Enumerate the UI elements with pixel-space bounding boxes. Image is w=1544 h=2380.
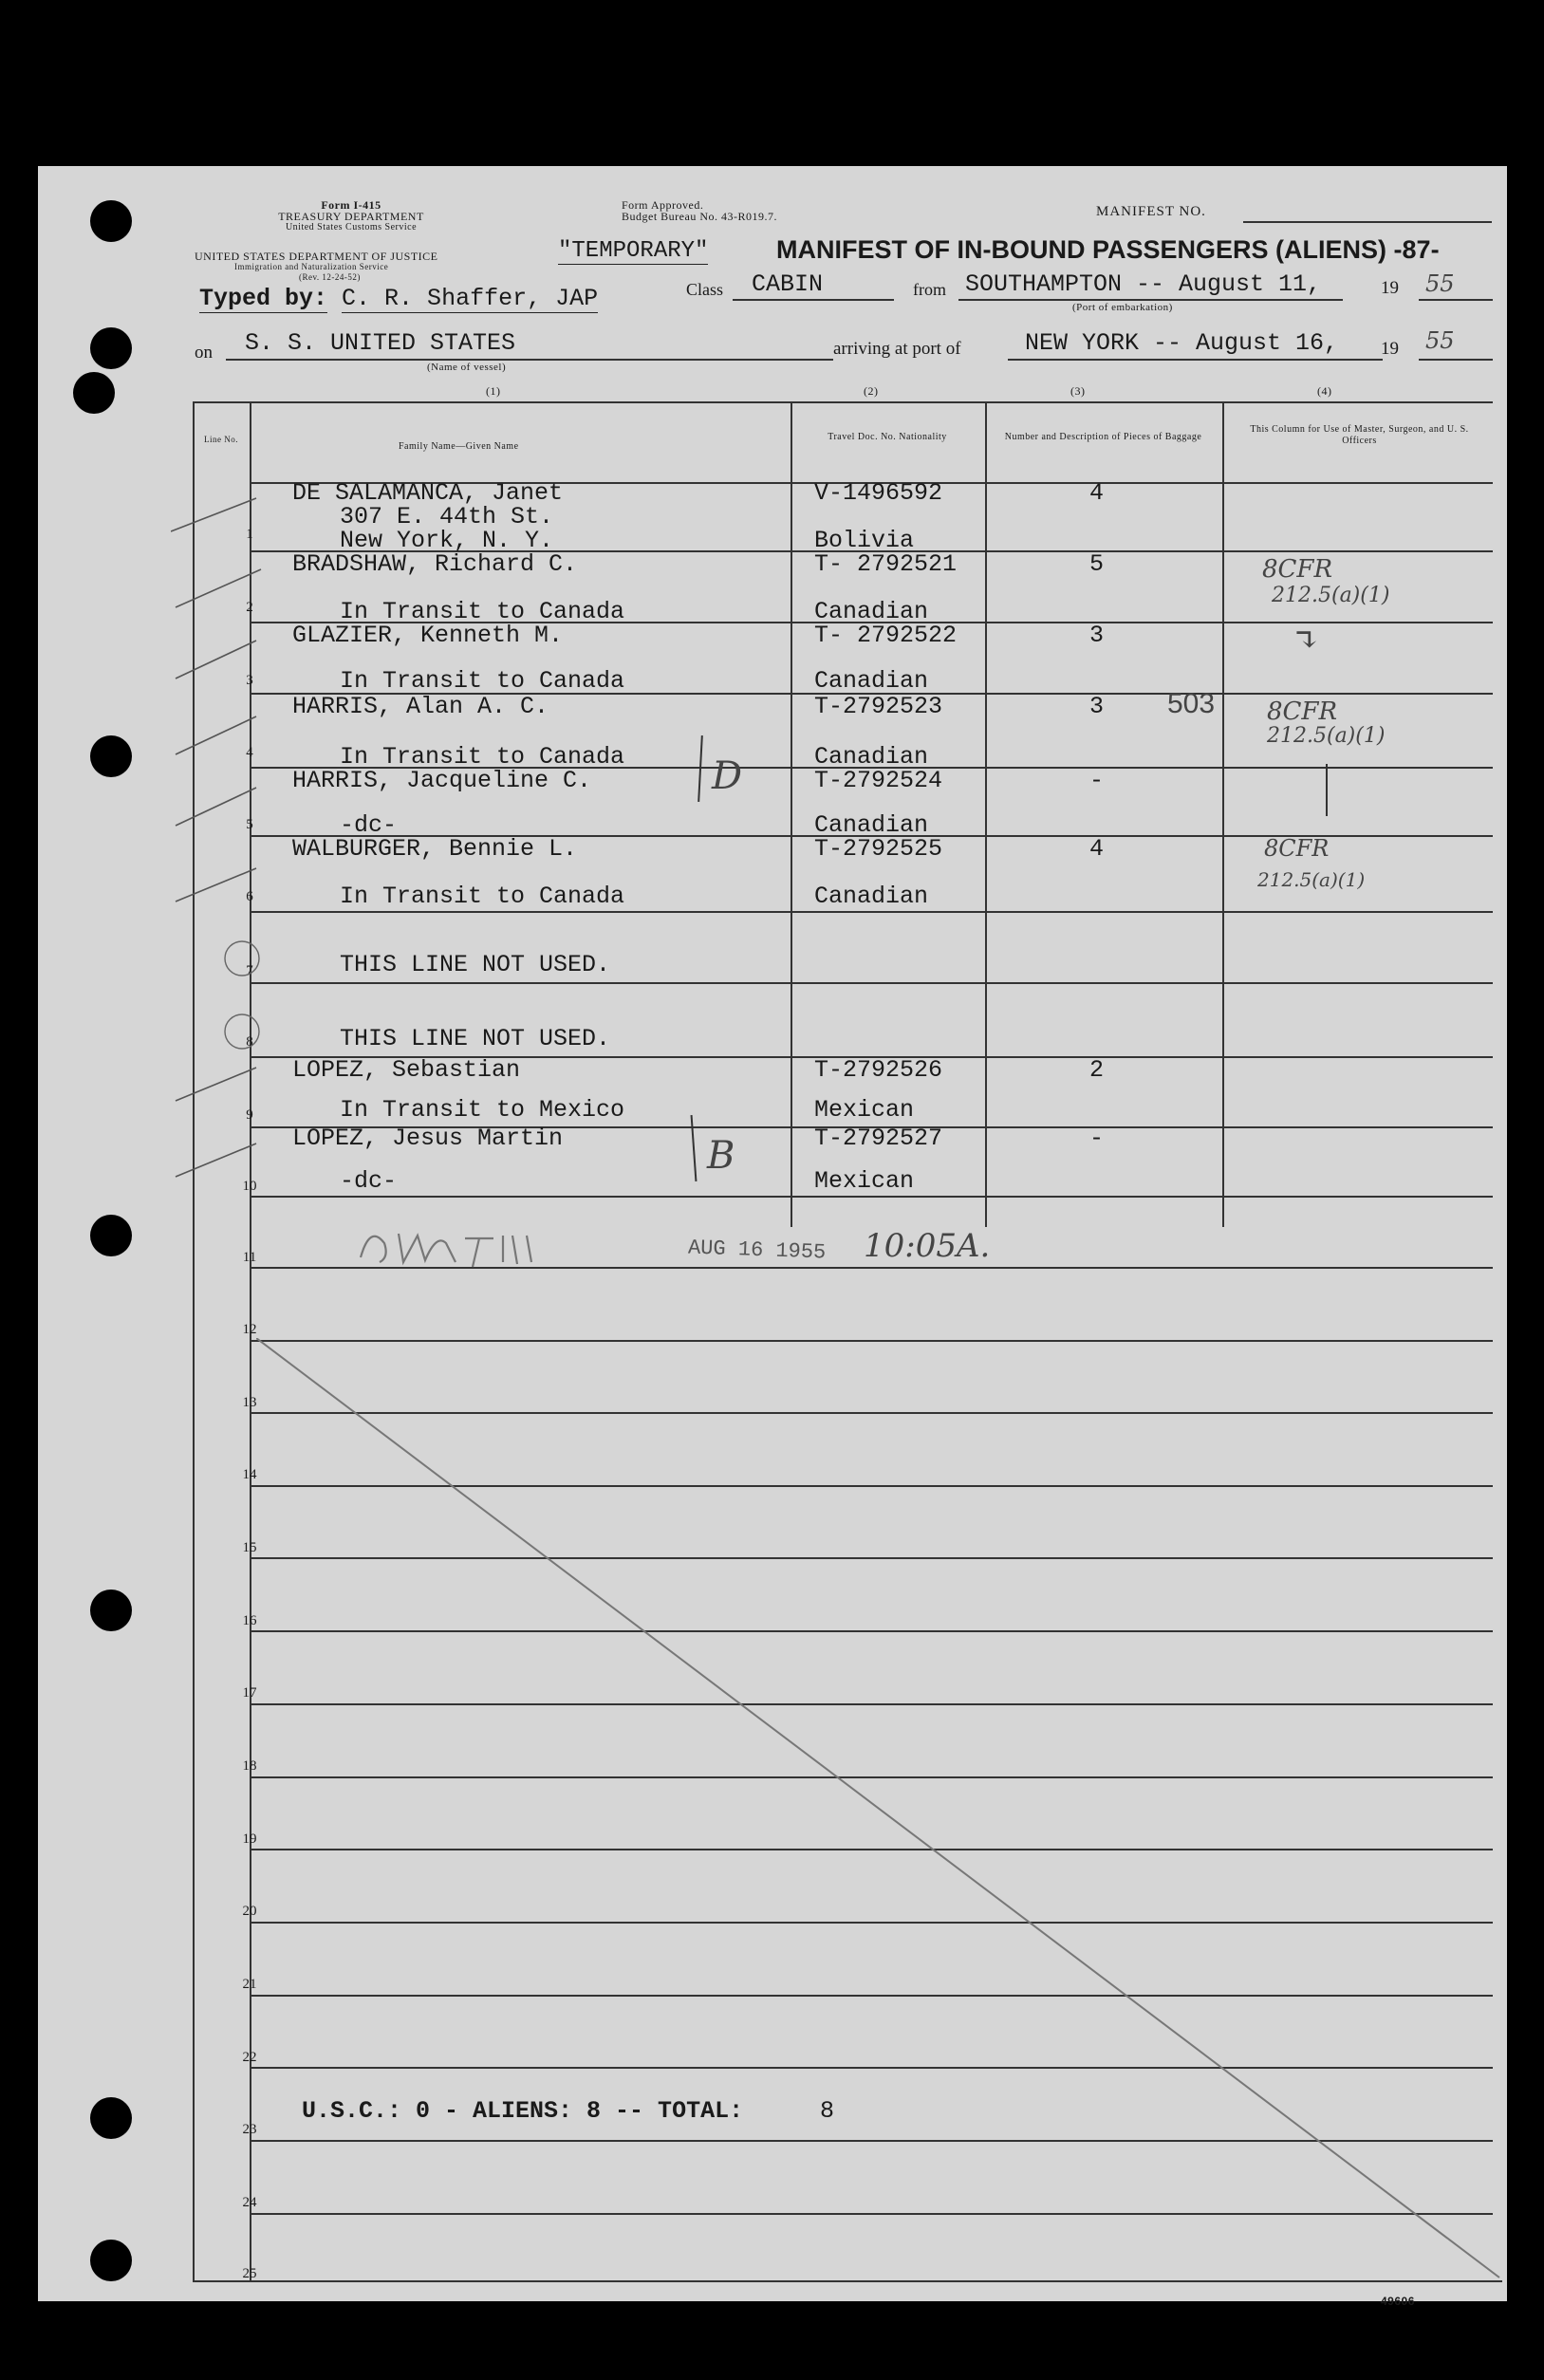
travel-doc: T-2792524 [814, 767, 943, 794]
punch-hole [90, 200, 132, 242]
travel-doc: T-2792526 [814, 1056, 943, 1084]
punch-hole [90, 2240, 132, 2281]
baggage: 3 [1089, 693, 1105, 720]
justice-department: UNITED STATES DEPARTMENT OF JUSTICE [195, 250, 438, 263]
line-number: 18 [242, 1758, 257, 1774]
baggage: 5 [1089, 550, 1105, 578]
class-value: CABIN [752, 270, 824, 298]
date-stamp: AUG 16 1955 [687, 1236, 827, 1265]
passenger-name: HARRIS, Jacqueline C. [292, 767, 592, 794]
baggage: 4 [1089, 479, 1105, 507]
line-number: 5 [246, 817, 253, 832]
passenger-name: DE SALAMANCA, Janet [292, 479, 564, 507]
punch-hole [90, 735, 132, 777]
punch-hole [90, 327, 132, 369]
col-head-line-no: Line No. [204, 435, 238, 444]
transit-note: In Transit to Canada [340, 598, 625, 625]
bracket-line [691, 1115, 697, 1181]
row-rule-6 [250, 911, 1493, 913]
line-number: 22 [242, 2050, 257, 2065]
header-approval [622, 199, 777, 222]
form-number: Form I-415 [321, 198, 381, 212]
officer-note-regulation: 212.5(a)(1) [1272, 584, 1390, 607]
col-number-4: (4) [1317, 384, 1332, 398]
line-number: 23 [242, 2122, 257, 2137]
nationality: Canadian [814, 883, 929, 910]
line-number: 15 [242, 1540, 257, 1555]
passenger-name: LOPEZ, Jesus Martin [292, 1125, 564, 1152]
class-line [733, 299, 894, 301]
arriving-line [1008, 359, 1383, 361]
totals-value: 8 [820, 2097, 835, 2125]
baggage: 4 [1089, 835, 1105, 863]
from-label: from [913, 280, 946, 299]
line-number: 7 [246, 963, 253, 978]
col-divider-2 [791, 401, 792, 1227]
arriving-label: arriving at port of [833, 339, 961, 359]
transit-note: In Transit to Mexico [340, 1096, 625, 1124]
nationality: Canadian [814, 667, 929, 695]
officer-note-regulation: 212.5(a)(1) [1257, 868, 1366, 891]
arrival-year: 55 [1425, 327, 1455, 354]
passenger-name: BRADSHAW, Richard C. [292, 550, 578, 578]
table-top [193, 401, 1493, 403]
ditto-note: -dc- [340, 1167, 398, 1195]
ins-service: Immigration and Naturalization Service [234, 262, 389, 271]
baggage-503: 503 [1167, 688, 1216, 719]
baggage: - [1089, 767, 1105, 794]
line-number: 10 [242, 1179, 257, 1194]
travel-doc: T-2792527 [814, 1125, 943, 1152]
travel-doc: T-2792525 [814, 835, 943, 863]
passenger-name: GLAZIER, Kenneth M. [292, 622, 564, 649]
punch-hole [90, 2097, 132, 2139]
travel-doc: T- 2792522 [814, 622, 958, 649]
line-number: 19 [242, 1831, 257, 1847]
justice-block [195, 251, 438, 283]
officer-note-dash [1326, 764, 1328, 816]
ditto-note: -dc- [340, 811, 398, 839]
footer-form-code: 49606 [1381, 2295, 1415, 2308]
arriving-value: NEW YORK -- August 16, [1025, 329, 1339, 357]
line-number: 9 [246, 1107, 253, 1123]
transit-note: In Transit to Canada [340, 883, 625, 910]
from-value: SOUTHAMPTON -- August 11, [965, 270, 1322, 298]
nationality: Canadian [814, 598, 929, 625]
baggage: - [1089, 1125, 1105, 1152]
punch-hole [90, 1215, 132, 1256]
year-line [1419, 299, 1493, 301]
down-arrow-note: ↴ [1293, 622, 1320, 660]
line-number: 3 [246, 673, 253, 688]
col-head-name: Family Name—Given Name [399, 441, 519, 452]
year-value: 55 [1425, 270, 1455, 297]
col-head-officers: This Column for Use of Master, Surgeon, and U. S. Officers [1250, 424, 1469, 446]
typed-by-value: C. R. Shaffer, JAP [342, 285, 599, 312]
form-approved: Form Approved. [622, 198, 704, 212]
passenger-city: New York, N. Y. [340, 527, 554, 554]
line-number: 17 [242, 1685, 257, 1701]
col-number-3: (3) [1070, 384, 1086, 398]
line-number: 8 [246, 1034, 253, 1050]
manifest-title [776, 235, 1440, 265]
baggage: 3 [1089, 622, 1105, 649]
col-number-1: (1) [486, 384, 501, 398]
line-not-used: THIS LINE NOT USED. [340, 1025, 611, 1052]
bracket-line [698, 735, 702, 802]
totals-summary: U.S.C.: 0 - ALIENS: 8 -- TOTAL: [302, 2097, 744, 2125]
budget-bureau: Budget Bureau No. 43-R019.7. [622, 210, 777, 223]
passenger-name: WALBURGER, Bennie L. [292, 835, 578, 863]
sheet-number: -87- [1393, 235, 1440, 264]
bracket-b: B [707, 1134, 735, 1178]
vessel-line [226, 359, 833, 361]
passenger-name: LOPEZ, Sebastian [292, 1056, 521, 1084]
punch-hole [73, 372, 115, 414]
passenger-name: HARRIS, Alan A. C. [292, 693, 549, 720]
passenger-address: 307 E. 44th St. [340, 503, 554, 530]
inspection-time: 10:05A. [864, 1227, 991, 1265]
punch-hole [90, 1590, 132, 1631]
nationality: Mexican [814, 1167, 915, 1195]
line-number: 20 [242, 1904, 257, 1919]
col-head-baggage: Number and Description of Pieces of Baggage [1004, 432, 1202, 442]
line-number: 6 [246, 889, 253, 904]
year-prefix: 19 [1381, 278, 1399, 298]
line-number: 4 [246, 745, 253, 760]
department: TREASURY DEPARTMENT [278, 210, 424, 223]
transit-note: In Transit to Canada [340, 667, 625, 695]
line-number: 21 [242, 1977, 257, 1992]
arrival-year-line [1419, 359, 1493, 361]
line-number: 2 [246, 600, 253, 615]
revision: (Rev. 12-24-52) [299, 272, 361, 282]
arrival-year-prefix: 19 [1381, 339, 1399, 359]
nationality: Mexican [814, 1096, 915, 1124]
col-divider-3 [985, 401, 987, 1227]
manifest-no-line [1243, 221, 1492, 223]
vessel-caption: (Name of vessel) [427, 362, 507, 373]
line-number: 12 [242, 1322, 257, 1337]
on-label: on [195, 343, 213, 363]
inspector-signature [351, 1215, 617, 1272]
officer-note-8cfr: 8CFR [1262, 555, 1333, 584]
title-text: MANIFEST OF IN-BOUND PASSENGERS (ALIENS) [776, 235, 1387, 264]
header-left [199, 199, 503, 233]
col-number-2: (2) [864, 384, 879, 398]
manifest-no-label: MANIFEST NO. [1096, 204, 1206, 219]
bracket-d: D [712, 754, 743, 798]
typed-by [199, 285, 598, 312]
line-number: 25 [242, 2266, 257, 2281]
typed-by-label: Typed by: [199, 285, 328, 312]
port-embarkation-caption: (Port of embarkation) [1072, 302, 1173, 313]
transit-note: In Transit to Canada [340, 743, 625, 771]
nationality: Bolivia [814, 527, 915, 554]
travel-doc: T-2792523 [814, 693, 943, 720]
from-line [958, 299, 1343, 301]
line-number: 13 [242, 1395, 257, 1410]
line-not-used: THIS LINE NOT USED. [340, 951, 611, 978]
class-label: Class [686, 280, 724, 299]
officer-note-8cfr: 8CFR [1264, 835, 1330, 862]
col-divider-4 [1222, 401, 1224, 1227]
line-number: 11 [242, 1250, 257, 1265]
vessel-name: S. S. UNITED STATES [245, 329, 516, 357]
line-number: 14 [242, 1467, 257, 1482]
nationality: Canadian [814, 743, 929, 771]
customs-service: United States Customs Service [285, 222, 418, 232]
officer-note-8cfr: 8CFR [1267, 697, 1338, 726]
officer-note-regulation: 212.5(a)(1) [1267, 724, 1386, 748]
line-number: 1 [246, 527, 253, 542]
travel-doc: T- 2792521 [814, 550, 958, 578]
travel-doc: V-1496592 [814, 479, 943, 507]
manifest-page [38, 166, 1507, 2308]
col-head-travel-doc: Travel Doc. No. Nationality [828, 432, 947, 442]
line-number: 24 [242, 2195, 257, 2210]
line-number: 16 [242, 1613, 257, 1628]
check-marks [171, 479, 313, 1219]
strike-through-line [256, 1338, 1509, 2287]
temporary-label: "TEMPORARY" [558, 238, 709, 264]
baggage: 2 [1089, 1056, 1105, 1084]
nationality: Canadian [814, 811, 929, 839]
row-rule-7 [250, 982, 1493, 984]
row-rule-10 [250, 1196, 1493, 1198]
